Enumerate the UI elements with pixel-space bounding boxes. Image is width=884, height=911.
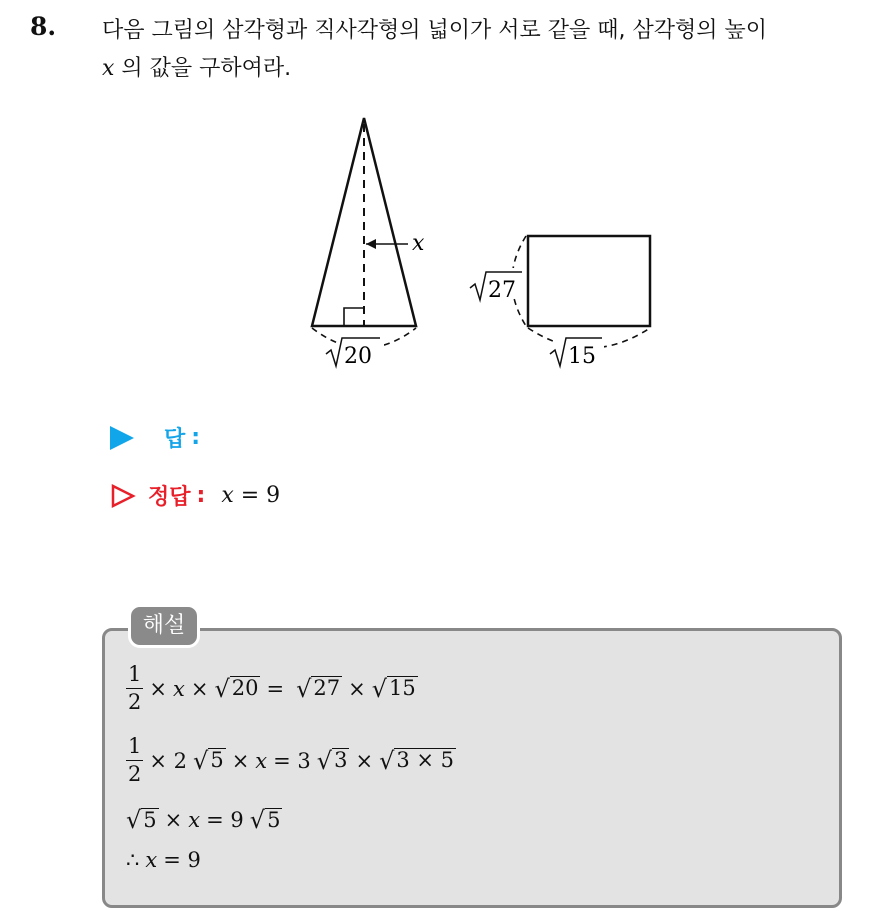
sqrt-term: √ 27 [296, 674, 341, 703]
times-sign: × [164, 808, 183, 833]
equals-sign: = [266, 676, 285, 701]
outline-arrow-icon [110, 483, 136, 509]
sqrt-term: √ 5 [249, 806, 281, 835]
sqrt-term: √ 20 [214, 674, 259, 703]
times-two: × 2 [149, 748, 188, 773]
sqrt-term: √ 3 [316, 746, 348, 775]
correct-answer-var: x [221, 483, 234, 508]
variable-x: x [188, 808, 201, 833]
variable-x: x [145, 848, 158, 872]
sqrt-term: √ 5 [193, 746, 224, 775]
answer-label: 답 [164, 427, 186, 452]
times-sign: × [149, 676, 167, 701]
times-sign: × [348, 676, 366, 701]
triangle [312, 118, 416, 366]
base-value: 20 [344, 344, 372, 369]
times-sign: × [231, 748, 250, 773]
rectangle-shape [528, 236, 650, 326]
variable-x: x [255, 748, 268, 773]
equals-nine: = 9 [206, 808, 244, 833]
play-arrow-icon [110, 426, 134, 450]
figure [300, 110, 680, 380]
correct-answer-rest: = 9 [233, 483, 281, 508]
correct-answer-colon: : [196, 483, 206, 508]
equals-three: = 3 [273, 748, 311, 773]
solution-line-1 [126, 664, 418, 713]
question-var-x: x [102, 56, 115, 81]
solution-line-4 [126, 848, 201, 872]
fraction: $\frac{1}{2}$ [128, 662, 142, 714]
variable-x: x [172, 676, 185, 701]
solution-line-3 [126, 806, 282, 835]
answer-colon: : [191, 425, 201, 450]
sqrt-term: √ 3 × 5 [379, 746, 455, 775]
answer-row [110, 422, 200, 453]
final-answer: = 9 [163, 848, 201, 872]
question-number: 8. [30, 12, 57, 41]
question-line-2-text: 의 값을 구하여라. [114, 56, 292, 81]
rect-height-value: 27 [488, 278, 516, 303]
question-line-1: 다음 그림의 삼각형과 직사각형의 넓이가 서로 같을 때, 삼각형의 높이 [102, 18, 767, 43]
times-sign: × [190, 676, 209, 701]
rect-width-value: 15 [568, 344, 596, 369]
sqrt-term: √ 5 [126, 806, 157, 835]
right-angle-mark [344, 308, 364, 326]
correct-answer-row [110, 480, 280, 511]
height-arrow-head [366, 239, 376, 249]
solution-tab: 해설 [128, 604, 200, 648]
question-line-2 [102, 50, 872, 88]
question-text [102, 12, 872, 88]
solution-line-2 [126, 736, 456, 785]
height-label-x: x [412, 231, 425, 256]
correct-answer-label: 정답 [148, 485, 191, 510]
times-sign: × [355, 748, 374, 773]
correct-answer-value [221, 483, 280, 508]
sqrt-term: √ 15 [371, 674, 416, 703]
therefore-symbol: ∴ [126, 848, 140, 872]
fraction: $\frac{1}{2}$ [128, 734, 142, 786]
